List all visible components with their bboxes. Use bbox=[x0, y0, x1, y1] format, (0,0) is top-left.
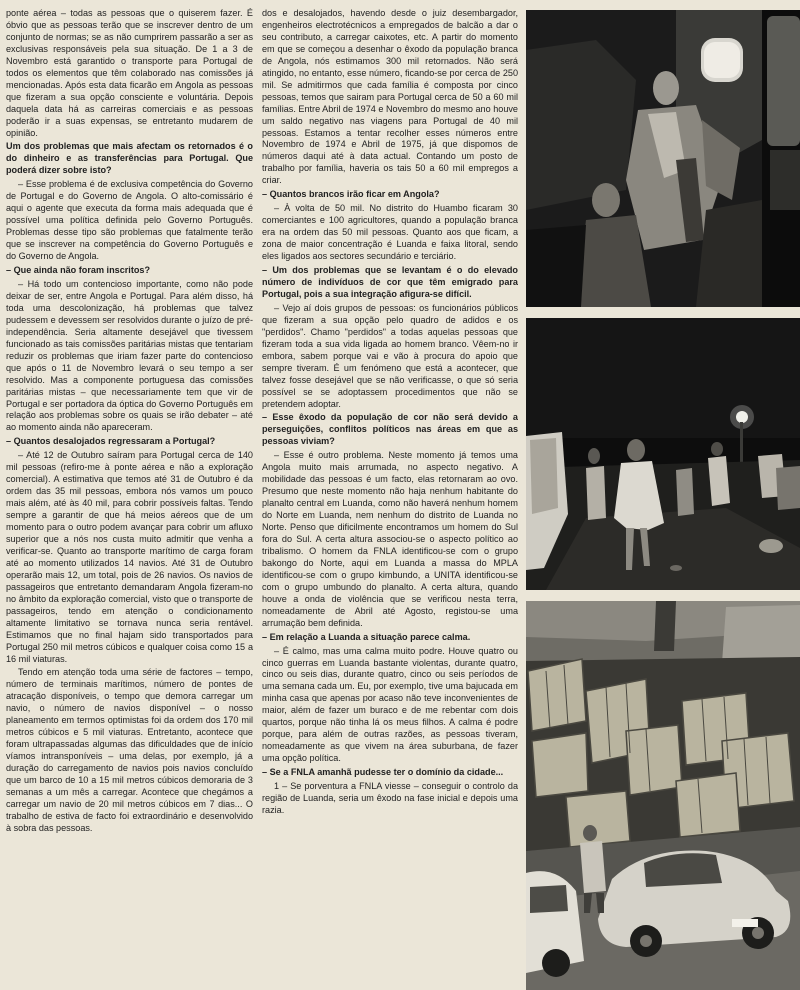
left-column-paragraph: – Esse problema é de exclusiva competência do Governo de Portugal e do Governo de Angola. O alto-comissário é aqui o agente que executa da forma mais adequada que é possível uma política definida pelo Governo Português. Problemas desse tipo são problemas que fatalmente terão que se inscrever na competência do Governo Português e do Governo de Angola. bbox=[6, 179, 253, 262]
left-column-paragraph: – Há todo um contencioso importante, como não pode deixar de ser, entre Angola e Portugal. Para além disso, há toda uma descolonização, há problemas que talvez pudessem e devessem ser resolvidos durante o juízo de pré-independência. Seria altamente desejável que tivessem funcionado as tais comissões paritárias mistas que tentariam reduzir os problemas que iriam fazer parte do contencioso que após o 11 de Novembro levará o seu tempo a ser resolvido. Mas a componente portuguesa das comissões paritárias mistas – que necessariamente tem que vir de Portugal e ser portadora da óptica do Governo Português em relação aos problemas sobre os quais se irão debater – até ao momento ainda não apareceram. bbox=[6, 278, 253, 433]
right-column-paragraph: 1 – Se porventura a FNLA viesse – conseguir o controlo da região de Luanda, seria um êxodo na fase inicial e depois uma razia. bbox=[262, 781, 518, 815]
article-column-right bbox=[262, 8, 518, 817]
left-column-question: Um dos problemas que mais afectam os retornados é o do dinheiro e as transferências para Portugal. Que poderá dizer sobre isto? bbox=[6, 141, 253, 176]
right-column-paragraph: – Esse é outro problema. Neste momento já temos uma Angola muito mais arrumada, no aspecto negativo. A mobilidade das pessoas é um facto, elas retornaram ao ovo. Presumo que neste momento não haja nenhum habitante do planalto central em Luanda, como não haverá nenhum homem do Norte em Luanda, nem nenhum do distrito de Luanda no Norte. Penso que dificilmente encontramos um homem do Sul fora do Sul. A certa altura associou-se o aspecto político ao tribalismo. O homem da FNLA identificou-se com o grupo bakongo do Norte, aqui em Luanda a massa do MPLA identificou-se com o grupo kimbundo, a UNITA identificou-se com o grupo umbundo do planalto. A certa altura, quando houve a onda de violência que se verificou nesta terra, nomeadamente de Abril até Agosto, registou-se uma arrumação bem definida. bbox=[262, 450, 518, 628]
photo-night-crowd bbox=[526, 318, 800, 590]
right-column-paragraph: – Vejo aí dois grupos de pessoas: os funcionários públicos que fizeram a sua opção pelo quadro de adidos e os "perdidos". Chamo "perdidos" a todas aquelas pessoas que fizeram toda a sua vida ligada ao homem branco. Vêem-no ir embora, sabem porque vai e vão à procura do apoio que sempre tiveram. É um fenómeno que está a acontecer, que talvez fosse desejável que se não verificasse, o que só seria possível se se adoptassem procedimentos que não se pretendem adoptar. bbox=[262, 302, 518, 409]
left-column-paragraph: ponte aérea – todas as pessoas que o quiserem fazer. É óbvio que as pessoas terão que se inscrever dentro de um conjunto de normas; se as não cumprirem passarão a ser as exclusivas responsáveis pela sua situação. De 1 a 3 de Novembro está garantido o transporte para Portugal de todos os elementos que têm colaborado nas comissões já mencionadas. Após esta data ficarão em Angola as pessoas que fizeram a sua opção consciente e voluntária. Depois daquela data há as carreiras comerciais e as pessoas poderão ir a suas expensas, se entretanto mudarem de opinião. bbox=[6, 8, 253, 138]
right-column-paragraph: dos e desalojados, havendo desde o juiz desembargador, engenheiros electrotécnicos a empregados de balcão a dar o seu contributo, a carregar caixotes, etc. A partir do momento em que se começou a desenhar o êxodo da população branca de Angola, nós estimamos 300 mil retornados. Não será atingido, no entanto, esse número, ficando-se por cerca de 250 mil. Se admitirmos que cada família é composta por cinco pessoas, temos que sairam para Portugal cerca de 50 a 60 mil famílias. Entre Abril de 1974 e Novembro do mesmo ano houve um saldo negativo nas viagens para Portugal de 40 mil pessoas. Estamos a tentar recolher esses números entre Novembro de 1974 e Abril de 1975, já que dispomos de números daqui até à data actual. Contando um posto de trabalho por família, haveria os tais 50 a 60 mil empregos a criar. bbox=[262, 8, 518, 186]
right-column-question: – Um dos problemas que se levantam é o do elevado número de indivíduos de cor que têm emigrado para Portugal, pois a sua integração afigura-se difícil. bbox=[262, 265, 518, 299]
right-column-paragraph: – É calmo, mas uma calma muito podre. Houve quatro ou cinco guerras em Luanda bastante violentas, durante quatro, cinco ou seis dias, durante quatro, cinco ou seis períodos de uma semana cada um. Eu, por exemplo, tive uma bajucada em minha casa que apenas por acaso não teve inconvenientes de maior, além de fazer um buraco e de me rebentar com dois quartos, porque não tinha lá os meus filhos. A calma é podre porque, para além de outras razões, as pessoas tiveram, nomeadamente as que vivem na área suburbana, de fazer uma opção política. bbox=[262, 645, 518, 764]
right-column-question: – Esse êxodo da população de cor não será devido a perseguições, conflitos políticos nas áreas em que as pessoas viviam? bbox=[262, 412, 518, 447]
left-column-paragraph: – Até 12 de Outubro saíram para Portugal cerca de 140 mil pessoas (refiro-me à ponte aérea e não a exploração comercial). A estimativa que temos até 31 de Outubro é da ordem das 35 mil pessoas, embora nós vamos um pouco mais além, até às 40 mil, para cobrir possíveis faltas. Tendo sempre a garantir de que há meios aéreos que de um momento para o outro podem avançar para cobrir um afluxo superior que a nós nos custa muito admitir que venha a verificar-se. Quanto ao transporte marítimo de carga foram até ao momento utilizados 14 navios. Até 31 de Outubro operarão mais 12, um total, pois de 26 navios. Os navios de passageiros que entretanto demandaram Angola fizeram-no no âmbito da exploração comercial, visto que o transporte de passageiros, tendo em atenção o condicionamento altamente limitativo se tornava nunca seria rentável. Estimamos que no final hajam sido transportados para Portugal 250 mil metros cúbicos e qualquer coisa como 15 a 16 mil viaturas. bbox=[6, 450, 253, 664]
right-column-question: – Quantos brancos irão ficar em Angola? bbox=[262, 189, 440, 200]
left-column-question: – Quantos desalojados regressaram a Portugal? bbox=[6, 436, 216, 447]
left-column-paragraph: Tendo em atenção toda uma série de factores – tempo, número de terminais marítimos, número de pontes de atracação disponíveis, o tempo que demora carregar um navio, o número de navios disponível – o nosso planeamento em termos optimistas foi da ordem dos 170 mil metros cúbicos e 5 mil viaturas. Entretanto, acontece que foram ultrapassadas algumas das dificuldades que de início víamos intransponíveis – uma delas, por exemplo, já a duração do carregamento de navios pois navios concluído que um barco de 10 a 15 mil metros cúbicos demoraria de 3 semanas a um mês a carregar. Acontece que chegámos a carregar um navio de 20 mil metros cúbicos em 7 dias... O trabalho de estiva de facto foi extraordinário e desenvolvido à sobra das pessoas. bbox=[6, 667, 253, 833]
photo-airplane-passengers bbox=[526, 10, 800, 307]
right-column-question: – Se a FNLA amanhã pudesse ter o domínio da cidade... bbox=[262, 767, 504, 778]
article-column-left bbox=[6, 8, 253, 835]
right-column-paragraph: – À volta de 50 mil. No distrito do Huambo ficaram 30 comerciantes e 100 agricultores, quando a população branca era na ordem das 50 mil pessoas. Quanto aos que ficam, a zona de maior concentração é Luanda e faixa litoral, sendo eles ligados aos sectores secundário e terciário. bbox=[262, 203, 518, 262]
photo-crates-and-cars bbox=[526, 601, 800, 990]
left-column-question: – Que ainda não foram inscritos? bbox=[6, 265, 151, 276]
right-column-question: – Em relação a Luanda a situação parece calma. bbox=[262, 631, 471, 642]
